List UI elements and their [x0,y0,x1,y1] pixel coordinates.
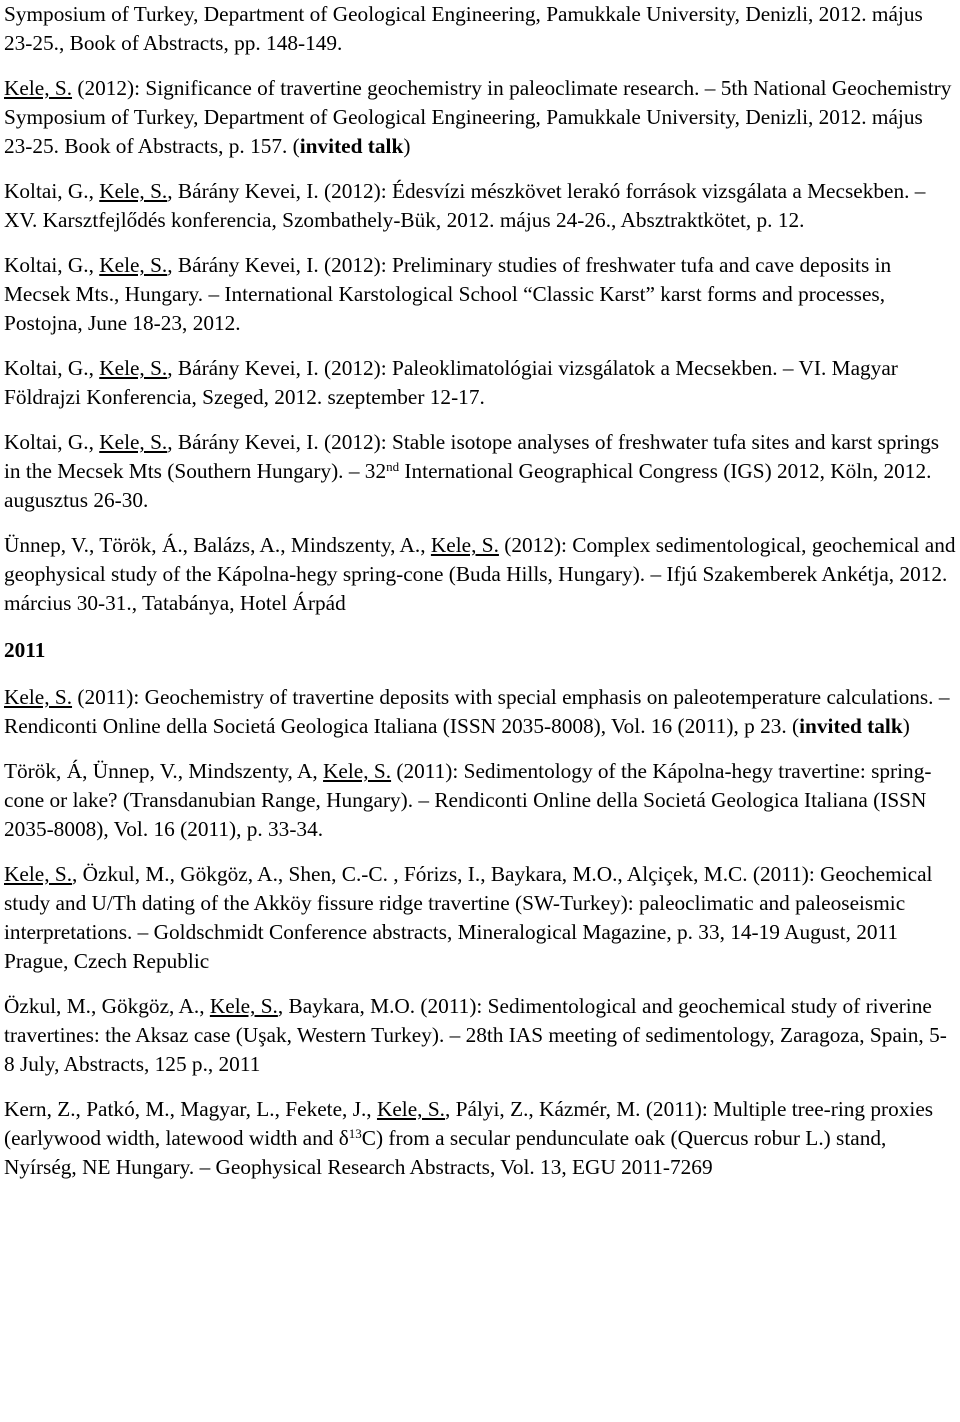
author-highlight: Kele, S. [323,759,392,783]
citation-text: , Baykara, M.O. (2011): Sedimentological and geochemical study of riverine travertines: the Aksaz case (Uşak, Western Turkey). – 28th IAS meeting of sedimentology, Zaragoza, Spain, 5-8 July, Abstracts, 125 p., 2011 [4,994,947,1076]
citation-entry [4,74,956,161]
citation-text: C) from a secular pendunculate oak (Quercus robur L.) stand, Nyírség, NE Hungary. – Geophysical Research Abstracts, Vol. 13, EGU 2011-7269 [4,1126,887,1179]
superscript-text: nd [386,459,400,474]
citation-text: , Bárány Kevei, I. (2012): Édesvízi mészkövet lerakó források vizsgálata a Mecsekben. – XV. Karsztfejlődés konferencia, Szombathely-Bük, 2012. május 24-26., Absztraktkötet, p. 12. [4,179,926,232]
citation-text: (2012): Complex sedimentological, geochemical and geophysical study of the Kápolna-hegy spring-cone (Buda Hills, Hungary). – Ifjú Szakemberek Ankétja, 2012. március 30-31., Tatabánya, Hotel Árpád [4,533,956,615]
citation-text: Koltai, G., [4,179,100,203]
superscript-text: 13 [348,1126,362,1141]
author-highlight: Kele, S. [99,430,168,454]
author-highlight: Kele, S. [376,1097,445,1121]
citation-entry [4,683,956,741]
citation-text: Koltai, G., [4,356,100,380]
citation-text: Török, Á, Ünnep, V., Mindszenty, A, [4,759,324,783]
invited-talk-label: invited talk [299,134,404,158]
author-highlight: Kele, S. [4,862,73,886]
citation-text: Kern, Z., Patkó, M., Magyar, L., Fekete, J., [4,1097,377,1121]
citation-entry [4,428,956,515]
citation-text: Özkul, M., Gökgöz, A., [4,994,210,1018]
author-highlight: Kele, S. [430,533,499,557]
citation-text: , Bárány Kevei, I. (2012): Preliminary studies of freshwater tufa and cave deposits in Mecsek Mts., Hungary. – International Karstological School “Classic Karst” karst forms and processes, Postojna, June 18-23, 2012. [4,253,892,335]
citation-text: , Bárány Kevei, I. (2012): Stable isotope analyses of freshwater tufa sites and karst springs in the Mecsek Mts (Southern Hungary). – 32 [4,430,940,483]
author-highlight: Kele, S. [99,356,168,380]
citation-entry [4,531,956,618]
citation-text: , Özkul, M., Gökgöz, A., Shen, C.-C. , Fórizs, I., Baykara, M.O., Alçiçek, M.C. (2011): Geochemical study and U/Th dating of the Akköy fissure ridge travertine (SW-Turkey): paleoclimatic and paleoseismic interpretations. – Goldschmidt Conference abstracts, Mineralogical Magazine, p. 33, 14-19 August, 2011 Prague, Czech Republic [4,862,933,973]
citation-entry [4,177,956,235]
citation-entry [4,354,956,412]
author-highlight: Kele, S. [99,253,168,277]
citation-text: ) [403,134,411,158]
author-highlight: Kele, S. [4,76,73,100]
citation-text: International Geographical Congress (IGS) 2012, Köln, 2012. augusztus 26-30. [4,459,932,512]
publication-list [4,0,956,1182]
citation-entry [4,251,956,338]
citation-text: Koltai, G., [4,430,100,454]
citation-entry [4,992,956,1079]
publications-2012-section [4,0,956,618]
citation-text: , Bárány Kevei, I. (2012): Paleoklimatológiai vizsgálatok a Mecsekben. – VI. Magyar Földrajzi Konferencia, Szeged, 2012. szeptember 12-17. [4,356,898,409]
citation-text: Ünnep, V., Török, Á., Balázs, A., Mindszenty, A., [4,533,431,557]
citation-entry [4,0,956,58]
citation-text: (2011): Sedimentology of the Kápolna-hegy travertine: spring-cone or lake? (Transdanubian Range, Hungary). – Rendiconti Online della Societá Geologica Italiana (ISSN 2035-8008), Vol. 16 (2011), p. 33-34. [4,759,932,841]
citation-text: (2012): Significance of travertine geochemistry in paleoclimate research. – 5th National Geochemistry Symposium of Turkey, Department of Geological Engineering, Pamukkale University, Denizli, 2012. május 23-25. Book of Abstracts, p. 157. ( [4,76,952,158]
citation-text: , Pályi, Z., Kázmér, M. (2011): Multiple tree-ring proxies (earlywood width, latewood width and δ [4,1097,934,1150]
citation-text: ) [902,714,910,738]
publications-2011-section [4,683,956,1182]
citation-entry [4,860,956,976]
citation-text: Symposium of Turkey, Department of Geological Engineering, Pamukkale University, Denizli, 2012. május 23-25., Book of Abstracts, pp. 148-149. [4,2,923,55]
citation-text: Koltai, G., [4,253,100,277]
citation-entry [4,757,956,844]
author-highlight: Kele, S. [4,685,73,709]
citation-text: (2011): Geochemistry of travertine deposits with special emphasis on paleotemperature calculations. – Rendiconti Online della Societá Geologica Italiana (ISSN 2035-8008), Vol. 16 (2011), p 23. ( [4,685,950,738]
author-highlight: Kele, S. [209,994,278,1018]
author-highlight: Kele, S. [99,179,168,203]
citation-entry [4,1095,956,1182]
year-heading-2011: 2011 [4,638,46,662]
invited-talk-label: invited talk [799,714,903,738]
